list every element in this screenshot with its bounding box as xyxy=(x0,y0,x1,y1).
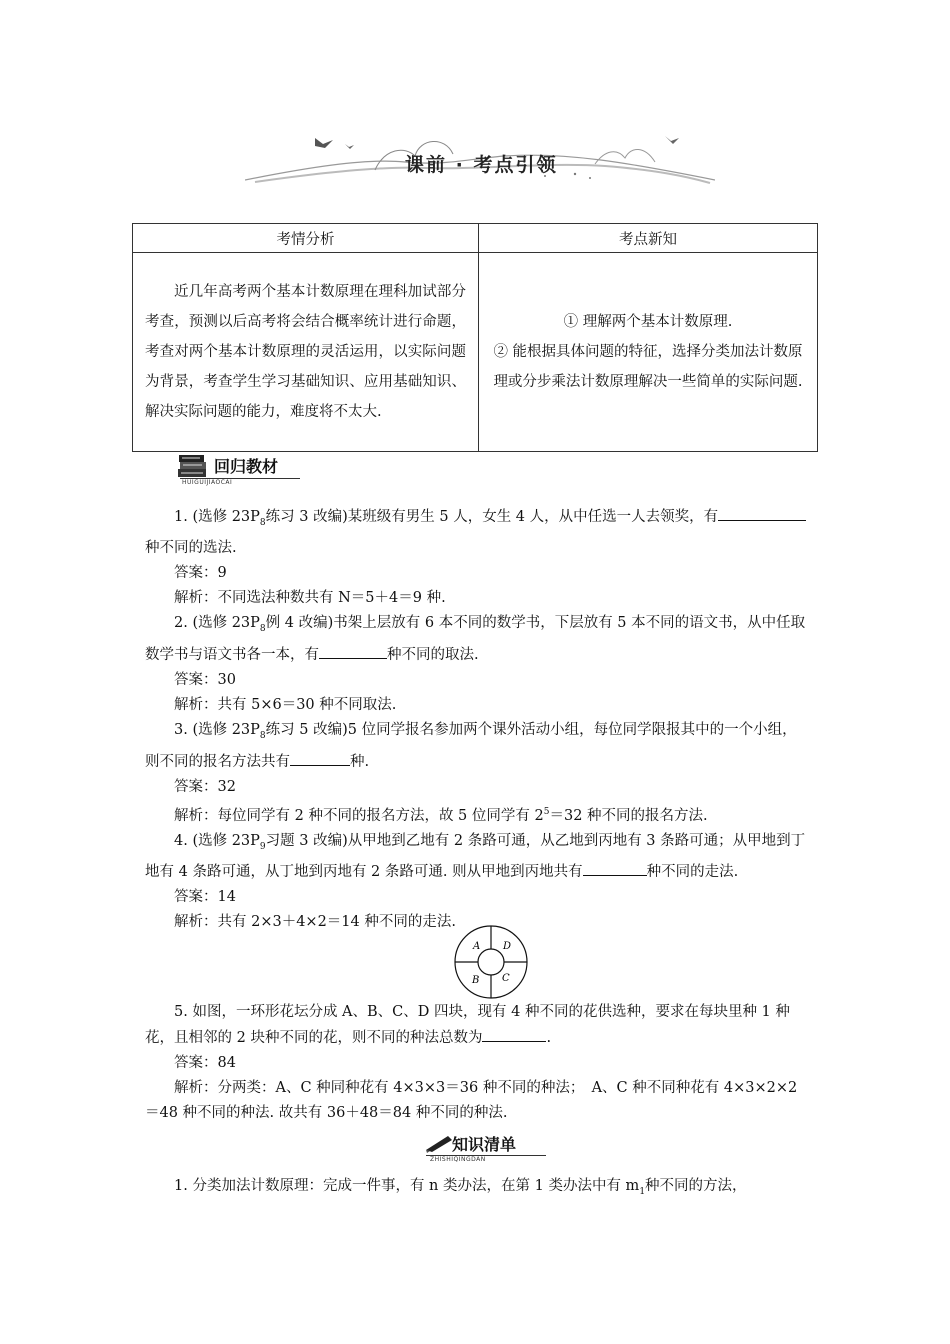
answer-3: 答案：32 xyxy=(174,778,236,795)
analysis-5: 解析：分两类：A、C 种同种花有 4×3×3＝36 种不同的种法； A、C 种不同种花有 4×3×2×2＝48 种不同的种法. 故共有 36＋48＝84 种不同的种法. xyxy=(145,1080,798,1121)
problem-4: 4. (选修 $23P_9$习题 3 改编)从甲地到乙地有 2 条路可通，从乙地到丙地有 3 条路可通；从甲地到丁地有 4 条路可通，从丁地到丙地有 2 条路可通. 则从甲地到丙地共有 种不同的走法. xyxy=(145,832,806,881)
problem-2: 2. (选修 $23P_8$例 4 改编)书架上层放有 6 本不同的数学书，下层放有 5 本不同的语文书，从中任取数学书与语文书各一本，有 种不同的取法. xyxy=(145,614,806,663)
region-label-d: D xyxy=(503,941,512,952)
analysis-2: 解析：共有 5×6＝30 种不同取法. xyxy=(174,696,397,713)
problem-3: 3. (选修 $23P_8$练习 5 改编)5 位同学报名参加两个课外活动小组，每位同学限报其中的一个小组，则不同的报名方法共有 种. xyxy=(145,721,797,770)
flowerbed-ring-figure xyxy=(453,924,529,1000)
knowledge-item-2: ② 能根据具体问题的特征，选择分类加法计数原理或分步乘法计数原理解决一些简单的实际问题. xyxy=(493,344,803,390)
problem-5: 5. 如图，一环形花坛分成 A、B、C、D 四块，现有 4 种不同的花供选种，要求在每块里种 1 种花，且相邻的 2 块种不同的花，则不同的种法总数为 . xyxy=(145,1004,790,1046)
knowledge-cell xyxy=(479,253,818,452)
answer-1: 答案：9 xyxy=(174,564,227,581)
pen-icon xyxy=(424,1132,454,1154)
banner-title: 课前 · 考点引领 xyxy=(405,154,558,176)
exam-info-table xyxy=(132,223,818,452)
section-title-textbook: 回归教材 xyxy=(214,457,279,476)
books-icon xyxy=(176,451,210,479)
answer-4: 答案：14 xyxy=(174,889,236,906)
knowledge-item-1: ① 理解两个基本计数原理. xyxy=(563,314,733,330)
section-subtitle-textbook: HUIGUIJIAOCAI xyxy=(182,479,233,486)
region-label-a: A xyxy=(473,941,481,952)
section-header-textbook xyxy=(176,449,306,485)
section-title-knowledge: 知识清单 xyxy=(452,1135,517,1154)
answer-5: 答案：84 xyxy=(174,1055,236,1071)
analysis-cell xyxy=(133,253,479,452)
principle-1: 1. 分类加法计数原理：完成一件事，有 n 类办法，在第 1 类办法中有 $m_1$种不同的方法， xyxy=(174,1178,747,1197)
problems-block xyxy=(145,504,810,935)
analysis-text: 近几年高考两个基本计数原理在理科加试部分考查，预测以后高考将会结合概率统计进行命题，考查对两个基本计数原理的灵活运用，以实际问题为背景，考查学生学习基础知识、应用基础知识、解决实际问题的能力，难度将不太大. xyxy=(145,284,466,420)
region-label-c: C xyxy=(502,973,510,984)
table-header-knowledge: 考点新知 xyxy=(479,224,818,253)
answer-2: 答案：30 xyxy=(174,671,236,688)
problem-1: 1. (选修 $23P_8$练习 3 改编)某班级有男生 5 人，女生 4 人，从中任选一人去领奖，有种不同的选法. xyxy=(145,504,810,561)
analysis-3: 解析：每位同学有 2 种不同的报名方法，故 5 位同学有 $2^5=32$ 种不同的报名方法. xyxy=(174,806,708,824)
section-subtitle-knowledge: ZHISHIQINGDAN xyxy=(430,1156,486,1163)
analysis-1: 解析：不同选法种数共有 N＝5＋4＝9 种. xyxy=(174,589,446,606)
analysis-4: 解析：共有 2×3＋4×2＝14 种不同的走法. xyxy=(174,914,456,931)
knowledge-list xyxy=(145,1174,810,1205)
table-header-analysis: 考情分析 xyxy=(133,224,479,253)
region-label-b: B xyxy=(472,975,480,986)
problem-5-block xyxy=(145,1000,810,1126)
section-header-knowledge xyxy=(424,1128,554,1164)
